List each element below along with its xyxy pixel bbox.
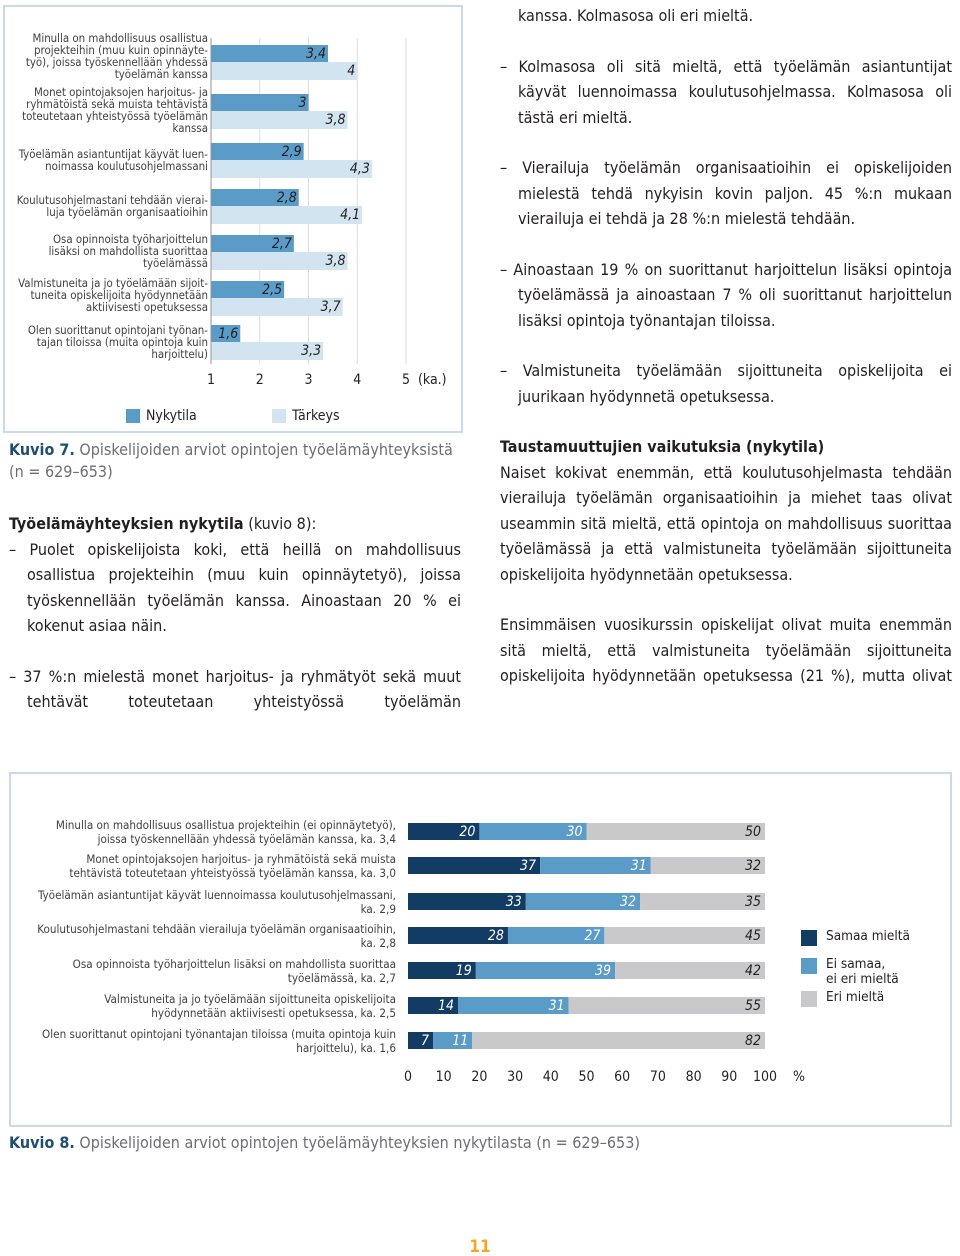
samaa-segment-label: 37 — [520, 858, 537, 874]
figure-8-legend-label — [826, 929, 910, 944]
nykytila-value-label: 2,5 — [262, 282, 283, 298]
tarkeys-value-label: 3,8 — [325, 253, 346, 269]
eri-segment-label: 32 — [744, 858, 761, 874]
tarkeys-value-label: 3,3 — [301, 343, 322, 359]
tarkeys-value-label: 4,3 — [349, 161, 370, 177]
figure-7-category-line: tajan tiloissa (muita opintoja kuin — [36, 335, 208, 349]
figure-7-caption-label: Kuvio 7. — [9, 440, 75, 459]
legend-label-tarkeys: Tärkeys — [292, 408, 340, 424]
figure-8-category-line: Minulla on mahdollisuus osallistua projekteihin (ei opinnäytetyö), — [55, 818, 396, 832]
samaa-segment-label: 33 — [505, 894, 522, 910]
figure-8-caption — [9, 1132, 909, 1154]
ei-segment-label: 31 — [630, 858, 647, 874]
figure-7-category-line: harjoittelu) — [151, 347, 208, 361]
eri-segment-label: 42 — [744, 963, 761, 979]
figure-7-category-line: Valmistuneita ja jo työelämään sijoit- — [18, 276, 208, 290]
ei-segment-label: 39 — [595, 963, 612, 979]
figure-7-category-line: Osa opinnoista työharjoittelun — [52, 232, 208, 246]
figure-8-category-label — [20, 993, 396, 1020]
figure-8-legend-label — [826, 990, 884, 1005]
figure-8-category-line: tehtävistä toteutetaan yhteistyössä työelämän kanssa, ka. 3,0 — [69, 865, 396, 880]
legend-swatch-nykytila — [126, 409, 140, 423]
figure-8-legend-line: Ei samaa, — [826, 956, 886, 972]
figure-8-category-line: Olen suorittanut opintojani työnantajan tiloissa (muita opintoja kuin — [42, 1027, 396, 1041]
figure-7-category-line: Olen suorittanut opintojani työnan- — [27, 323, 208, 337]
samaa-segment-label: 7 — [420, 1033, 429, 1049]
figure-8-tick-label: 40 — [542, 1069, 559, 1085]
figure-8-legend-item — [801, 957, 899, 987]
nykytila-value-label: 2,9 — [281, 144, 302, 160]
figure-7-category-line: luja työelämän organisaatioihin — [46, 205, 208, 219]
left-bullet-2: – 37 %:n mielestä monet harjoitus- ja ryhmätyöt sekä muut tehtävät toteutetaan yhteistyössä työelämän — [9, 666, 462, 711]
figure-8-category-line: Valmistuneita ja jo työelämään sijoittuneita opiskelijoita — [104, 992, 396, 1006]
tarkeys-value-label: 4 — [347, 63, 356, 79]
figure-8-legend-item — [801, 929, 910, 946]
figure-8-caption-text: Opiskelijoiden arviot opintojen työelämäyhteyksien nykytilasta (n = 629–653) — [79, 1133, 640, 1152]
figure-7-category-line: Koulutusohjelmastani tehdään vierai- — [16, 193, 208, 207]
ei-segment-label: 31 — [548, 998, 565, 1014]
figure-8-category-line: työelämässä, ka. 2,7 — [287, 970, 396, 985]
figure-8-tick-label: 50 — [578, 1069, 595, 1085]
figure-7-axis-unit: (ka.) — [418, 372, 447, 388]
figure-8-legend-line: Samaa mieltä — [826, 928, 910, 944]
page-number: 11 — [469, 1237, 491, 1256]
figure-7-category-line: tuneita opiskelijoita hyödynnetään — [30, 288, 208, 302]
tarkeys-value-label: 3,7 — [320, 299, 341, 315]
figure-8-legend-line: Eri mieltä — [826, 989, 885, 1005]
figure-8-tick-label: 70 — [649, 1069, 666, 1085]
right-paragraph-2: Ensimmäisen vuosikurssin opiskelijat olivat muita enemmän sitä mieltä, että valmistuneita työelämään sijoittuneita opiskelijoita hyödynnetään opetuksessa (21 %), mutta olivat — [500, 615, 952, 685]
figure-8-legend-label — [826, 957, 899, 987]
figure-8-category-label — [20, 889, 396, 916]
figure-8-tick-label: 60 — [614, 1069, 631, 1085]
figure-8-category-line: ka. 2,8 — [360, 935, 396, 950]
eri-segment-label: 50 — [744, 824, 761, 840]
figure-8-category-line: Osa opinnoista työharjoittelun lisäksi on mahdollista suorittaa — [72, 957, 396, 971]
figure-8-category-line: Työelämän asiantuntijat käyvät luennoimassa koulutusohjelmassani, — [37, 888, 396, 902]
figure-7-category-line: Minulla on mahdollisuus osallistua — [32, 31, 208, 45]
figure-8-legend-item — [801, 990, 884, 1007]
figure-8-category-line: Koulutusohjelmastani tehdään vierailuja työelämän organisaatioihin, — [37, 922, 396, 936]
right-bullet-1: – Kolmasosa oli sitä mieltä, että työelämän asiantuntijat käyvät luennoimassa koulutusohjelmassa. Kolmasosa oli tästä eri mieltä. — [500, 56, 953, 127]
left-bullet-2-text: 37 %:n mielestä monet harjoitus- ja ryhmätyöt sekä muut tehtävät toteutetaan yhteistyössä työelämän — [23, 666, 462, 711]
figure-7-category-label — [8, 277, 208, 313]
right-bullet-3-text: Ainoastaan 19 % on suorittanut harjoittelun lisäksi opintoja työelämässä ja ainoastaan 7 % oli suorittanut harjoittelun lisäksi opintoja työnantajan tiloissa. — [513, 259, 953, 330]
right-column-text — [500, 3, 952, 689]
figure-8-category-label — [20, 819, 396, 846]
figure-7-category-label — [8, 324, 208, 360]
right-bullet-4: – Valmistuneita työelämään sijoittuneita opiskelijoita ei juurikaan hyödynnetä opetuksessa. — [500, 361, 953, 406]
left-column-text — [9, 511, 461, 715]
samaa-segment-label: 14 — [437, 998, 454, 1014]
samaa-segment-label: 20 — [459, 824, 476, 840]
figure-7-legend-nykytila — [126, 407, 197, 425]
figure-7-category-line: työelämässä — [142, 256, 208, 270]
figure-8-category-line: ka. 2,9 — [360, 901, 396, 916]
figure-7-tick-label: 3 — [304, 372, 313, 388]
figure-7-category-label — [8, 32, 208, 80]
figure-7-category-line: Monet opintojaksojen harjoitus- ja — [33, 85, 208, 99]
figure-8-legend-line: ei eri mieltä — [826, 971, 899, 987]
tarkeys-value-label: 3,8 — [325, 112, 346, 128]
eri-segment — [472, 1032, 765, 1049]
tarkeys-value-label: 4,1 — [340, 207, 361, 223]
background-variables-heading: Taustamuuttujien vaikutuksia (nykytila) — [500, 437, 825, 456]
figure-8-category-line: hyödynnetään aktiivisesti opetuksessa, ka. 2,5 — [151, 1005, 396, 1020]
figure-8-tick-label: 0 — [403, 1069, 412, 1085]
left-bullet-1-text: Puolet opiskelijoista koki, että heillä on mahdollisuus osallistua projekteihin (muu kuin opinnäytetyö), joissa työskennellään työelämän kanssa. Ainoastaan 20 % ei kokenut asiaa näin. — [27, 539, 461, 635]
figure-7-category-line: työ), joissa työskennellään yhdessä — [25, 55, 208, 69]
right-bullet-2: – Vierailuja työelämän organisaatioihin ei opiskelijoiden mielestä tehdä nykyisin kovin paljon. 45 %:n mukaan vierailuja ei tehdä ja 28 %:n mielestä tehdään. — [500, 158, 953, 228]
figure-7-category-line: aktiivisesti opetuksessa — [85, 300, 208, 314]
figure-8-category-label — [20, 853, 396, 880]
nykytila-value-label: 2,8 — [276, 190, 297, 206]
left-bullet-1: – Puolet opiskelijoista koki, että heillä on mahdollisuus osallistua projekteihin (muu kuin opinnäytetyö), joissa työskennellään työelämän kanssa. Ainoastaan 20 % ei kokenut asiaa näin. — [9, 539, 461, 635]
figure-7-tick-label: 4 — [353, 372, 362, 388]
figure-7-caption — [9, 439, 459, 483]
figure-7-category-label — [8, 148, 208, 172]
nykytila-heading-rest: (kuvio 8): — [243, 514, 317, 533]
figure-7-category-line: Työelämän asiantuntijat käyvät luen- — [18, 147, 208, 161]
nykytila-heading — [9, 511, 461, 537]
nykytila-value-label: 1,6 — [218, 326, 239, 342]
figure-7-category-label — [8, 86, 208, 134]
figure-7-category-line: projekteihin (muu kuin opinnäyte- — [34, 43, 208, 57]
right-bullet-3: – Ainoastaan 19 % on suorittanut harjoittelun lisäksi opintoja työelämässä ja ainoastaan 7 % oli suorittanut harjoittelun lisäksi opintoja työnantajan tiloissa. — [500, 259, 953, 330]
nykytila-heading-bold: Työelämäyhteyksien nykytila — [9, 514, 244, 533]
figure-8-category-label — [20, 923, 396, 950]
samaa-segment-label: 19 — [455, 963, 472, 979]
figure-8-legend-swatch — [801, 958, 817, 974]
figure-7-category-line: lisäksi on mahdollista suorittaa — [48, 244, 208, 258]
legend-label-nykytila: Nykytila — [146, 408, 197, 424]
figure-8-category-line: Monet opintojaksojen harjoitus- ja ryhmätöistä sekä muista — [86, 852, 396, 866]
nykytila-value-label: 3 — [298, 95, 307, 111]
nykytila-value-label: 3,4 — [305, 46, 326, 62]
figure-8-tick-label: 20 — [471, 1069, 488, 1085]
ei-segment-label: 27 — [584, 928, 601, 944]
right-paragraph-1: Naiset kokivat enemmän, että koulutusohjelmasta tehdään vierailuja työelämän organisaatioihin ja miehet taas olivat useammin sitä mieltä, että opintoja on mahdollisuus suorittaa työelämässä ja että valmistuneita työelämään sijoittuneita opiskelijoita hyödynnetään opetuksessa. — [500, 462, 952, 584]
figure-7-caption-text: Opiskelijoiden arviot opintojen työelämäyhteyksistä (n = 629–653) — [9, 440, 453, 481]
figure-8-tick-label: 10 — [435, 1069, 452, 1085]
figure-7-tick-label: 5 — [401, 372, 410, 388]
figure-7-tick-label: 1 — [206, 372, 215, 388]
figure-8-caption-label: Kuvio 8. — [9, 1133, 75, 1152]
ei-segment-label: 30 — [566, 824, 583, 840]
figure-8-tick-label: 80 — [685, 1069, 702, 1085]
eri-segment-label: 35 — [744, 894, 761, 910]
nykytila-value-label: 2,7 — [271, 236, 292, 252]
figure-7-category-line: kanssa — [172, 121, 208, 135]
figure-8-category-line: harjoittelu), ka. 1,6 — [296, 1040, 396, 1055]
figure-7-category-line: noimassa koulutusohjelmassani — [45, 159, 208, 173]
figure-7-category-line: työelämän kanssa — [114, 67, 208, 81]
eri-segment-label: 82 — [744, 1033, 761, 1049]
continuation-line: kanssa. Kolmasosa oli eri mieltä. — [518, 6, 754, 25]
legend-swatch-tarkeys — [272, 409, 286, 423]
figure-7-category-line: toteutetaan yhteistyössä työelämän — [22, 109, 208, 123]
figure-8-legend-swatch — [801, 991, 817, 1007]
right-bullet-4-text: Valmistuneita työelämään sijoittuneita opiskelijoita ei juurikaan hyödynnetä opetuksessa. — [518, 361, 953, 406]
ei-segment-label: 11 — [452, 1033, 469, 1049]
eri-segment-label: 55 — [744, 998, 761, 1014]
figure-7-tick-label: 2 — [255, 372, 264, 388]
figure-8-axis-unit: % — [793, 1069, 805, 1085]
figure-8-tick-label: 100 — [752, 1069, 778, 1085]
figure-8-category-label — [20, 958, 396, 985]
figure-8-tick-label: 90 — [721, 1069, 738, 1085]
figure-8-tick-label: 30 — [507, 1069, 524, 1085]
figure-7-category-label — [8, 194, 208, 218]
figure-7-legend-tarkeys — [272, 407, 340, 425]
figure-8-category-label — [20, 1028, 396, 1055]
figure-8-category-line: joissa työskennellään yhdessä työelämän kanssa, ka. 3,4 — [97, 831, 396, 846]
ei-segment-label: 32 — [620, 894, 637, 910]
figure-8-legend-swatch — [801, 930, 817, 946]
eri-segment-label: 45 — [744, 928, 761, 944]
figure-7-category-label — [8, 233, 208, 269]
samaa-segment-label: 28 — [487, 928, 504, 944]
right-bullet-1-text: Kolmasosa oli sitä mieltä, että työelämän asiantuntijat käyvät luennoimassa koulutusohjelmassa. Kolmasosa oli tästä eri mieltä. — [518, 56, 953, 127]
right-bullet-2-text: Vierailuja työelämän organisaatioihin ei opiskelijoiden mielestä tehdä nykyisin kovin paljon. 45 %:n mukaan vierailuja ei tehdä ja 28 %:n mielestä tehdään. — [518, 158, 953, 228]
figure-7-category-line: ryhmätöistä sekä muista tehtävistä — [26, 97, 208, 111]
